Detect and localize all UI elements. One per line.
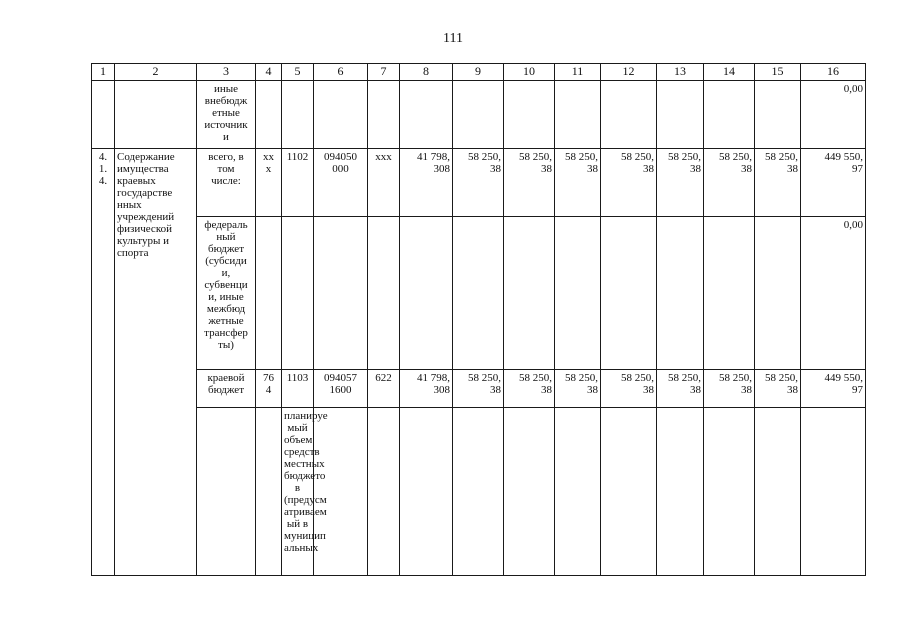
table-row: [92, 81, 866, 149]
value-cell: 58 250, 38: [755, 370, 801, 408]
value-cell: 58 250, 38: [555, 149, 601, 217]
table-cell: [601, 408, 657, 576]
table-cell: [197, 408, 256, 576]
value-cell: 58 250, 38: [704, 370, 755, 408]
value-cell: 58 250, 38: [657, 370, 704, 408]
table-row: [92, 149, 866, 217]
table-row: [92, 408, 866, 576]
code-cell: 1102: [282, 149, 314, 217]
value-cell: 58 250, 38: [755, 149, 801, 217]
table-cell: [601, 217, 657, 370]
table-row: [92, 370, 866, 408]
table-cell: [755, 217, 801, 370]
table-cell: [801, 408, 866, 576]
table-cell: [453, 408, 504, 576]
total-cell: 449 550, 97: [801, 149, 866, 217]
value-cell: 58 250, 38: [555, 370, 601, 408]
table-cell: [368, 408, 400, 576]
table-cell: [657, 408, 704, 576]
table-cell: [504, 81, 555, 149]
table-cell: [256, 81, 282, 149]
column-header: 9: [453, 64, 504, 81]
table-cell: [400, 408, 453, 576]
value-cell: 58 250, 38: [453, 370, 504, 408]
code-cell: 094057 1600: [314, 370, 368, 408]
table-cell: [555, 408, 601, 576]
item-number-cell: 4. 1. 4.: [92, 149, 115, 576]
table-cell: [314, 217, 368, 370]
table-cell: [601, 81, 657, 149]
column-header: 7: [368, 64, 400, 81]
funding-source-cell: краевой бюджет: [197, 370, 256, 408]
table-cell: [400, 81, 453, 149]
funding-source-cell: федераль ный бюджет (субсиди и, субвенци и, иные межбюд жетные трансфер ты): [197, 217, 256, 370]
code-cell: 76 4: [256, 370, 282, 408]
table-cell: [657, 81, 704, 149]
value-cell: 58 250, 38: [657, 149, 704, 217]
header-row: [92, 64, 866, 81]
column-header: 5: [282, 64, 314, 81]
value-cell: 58 250, 38: [601, 149, 657, 217]
table-cell: [92, 81, 115, 149]
table-cell: [555, 81, 601, 149]
table-cell: [453, 81, 504, 149]
table-cell: [368, 217, 400, 370]
table-cell: [504, 217, 555, 370]
column-header: 11: [555, 64, 601, 81]
total-cell: 0,00: [801, 217, 866, 370]
value-cell: 58 250, 38: [601, 370, 657, 408]
table-cell: [256, 408, 282, 576]
column-header: 16: [801, 64, 866, 81]
value-cell: 58 250, 38: [704, 149, 755, 217]
table-cell: [704, 217, 755, 370]
column-header: 15: [755, 64, 801, 81]
table-cell: [314, 408, 368, 576]
table-cell: [368, 81, 400, 149]
table-cell: [282, 81, 314, 149]
table-cell: [256, 217, 282, 370]
funding-source-cell: всего, в том числе:: [197, 149, 256, 217]
code-cell: 1103: [282, 370, 314, 408]
item-name-cell: Содержание имущества краевых государстве нных учреждений физической культуры и спорта: [115, 149, 197, 576]
table-cell: [755, 408, 801, 576]
code-cell: 094050 000: [314, 149, 368, 217]
table-cell: [755, 81, 801, 149]
budget-table: [91, 63, 866, 576]
table-cell: [704, 81, 755, 149]
column-header: 12: [601, 64, 657, 81]
value-cell: 58 250, 38: [504, 370, 555, 408]
table-cell: [115, 81, 197, 149]
column-header: 10: [504, 64, 555, 81]
page-number: 111: [443, 31, 463, 46]
table-cell: [704, 408, 755, 576]
column-header: 8: [400, 64, 453, 81]
column-header: 4: [256, 64, 282, 81]
table-cell: [314, 81, 368, 149]
column-header: 14: [704, 64, 755, 81]
total-cell: 0,00: [801, 81, 866, 149]
code-cell: 622: [368, 370, 400, 408]
table-cell: [282, 217, 314, 370]
funding-source-cell: планируе мый объем средств местных бюджето в (предусм атриваем ый в муницип альных: [282, 408, 314, 576]
value-cell: 58 250, 38: [504, 149, 555, 217]
column-header: 2: [115, 64, 197, 81]
table-cell: [453, 217, 504, 370]
total-cell: 449 550, 97: [801, 370, 866, 408]
code-cell: хх х: [256, 149, 282, 217]
value-cell: 41 798, 308: [400, 370, 453, 408]
funding-source-cell: иные внебюдж етные источник и: [197, 81, 256, 149]
column-header: 13: [657, 64, 704, 81]
column-header: 1: [92, 64, 115, 81]
code-cell: ххх: [368, 149, 400, 217]
table-cell: [657, 217, 704, 370]
table-cell: [504, 408, 555, 576]
column-header: 6: [314, 64, 368, 81]
value-cell: 41 798, 308: [400, 149, 453, 217]
value-cell: 58 250, 38: [453, 149, 504, 217]
table-row: [92, 217, 866, 370]
table-cell: [555, 217, 601, 370]
table-cell: [400, 217, 453, 370]
column-header: 3: [197, 64, 256, 81]
